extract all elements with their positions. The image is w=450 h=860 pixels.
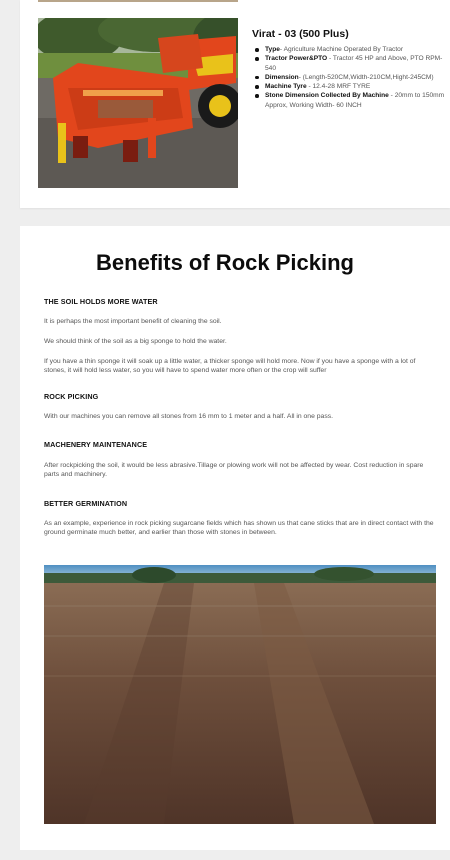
previous-image-edge [38,0,238,2]
soil-water-paragraph-1: It is perhaps the most important benefit of cleaning the soil. [44,318,222,325]
machine-spec-list [252,45,448,110]
spec-item-type: Type- Agriculture Machine Operated By Tractor [252,45,448,54]
rock-picking-paragraph: With our machines you can remove all stones from 16 mm to 1 meter and a half. All in one pass. [44,413,334,420]
spec-item-tractor-power: Tractor Power&PTO - Tractor 45 HP and Above, PTO RPM-540 [252,54,448,73]
machine-card [20,0,450,208]
better-germination-paragraph: As an example, experience in rock picking sugarcane fields which has shown us that cane sticks that are in direct contact with the ground germinate much better, and earlier than those with stones in between. [44,520,434,537]
spec-item-dimension: Dimension- (Length-520CM,Width-210CM,Hight-245CM) [252,73,448,82]
spec-item-stone-dimension: Stone Dimension Collected By Machine - 20mm to 150mm Approx, Working Width- 60 INCH [252,91,448,110]
benefits-card [20,226,450,850]
section-heading-better-germination: BETTER GERMINATION [44,499,128,508]
soil-water-paragraph-2: We should think of the soil as a big sponge to hold the water. [44,338,227,345]
machine-title: Virat - 03 (500 Plus) [252,28,349,40]
spec-item-machine-tyre: Machine Tyre - 12.4-28 MRF TYRE [252,82,448,91]
section-heading-machinery-maintenance: MACHENERY MAINTENANCE [44,440,148,449]
soil-water-paragraph-3: If you have a thin sponge it will soak up a little water, a thicker sponge will hold more. Now if you have a sponge with a lot of stones, it will hold less water, so you will have to spend water more often or the crop will suffer [44,358,416,375]
section-heading-rock-picking: ROCK PICKING [44,392,99,401]
section-heading-soil-water: THE SOIL HOLDS MORE WATER [44,297,158,306]
machinery-maintenance-paragraph: After rockpicking the soil, it would be less abrasive.Tillage or plowing work will not be affected by wear. Cost reduction in spare parts and machinery. [44,462,424,479]
benefits-heading: Benefits of Rock Picking [96,250,354,275]
machine-photo [38,18,238,188]
field-photo [44,565,436,824]
